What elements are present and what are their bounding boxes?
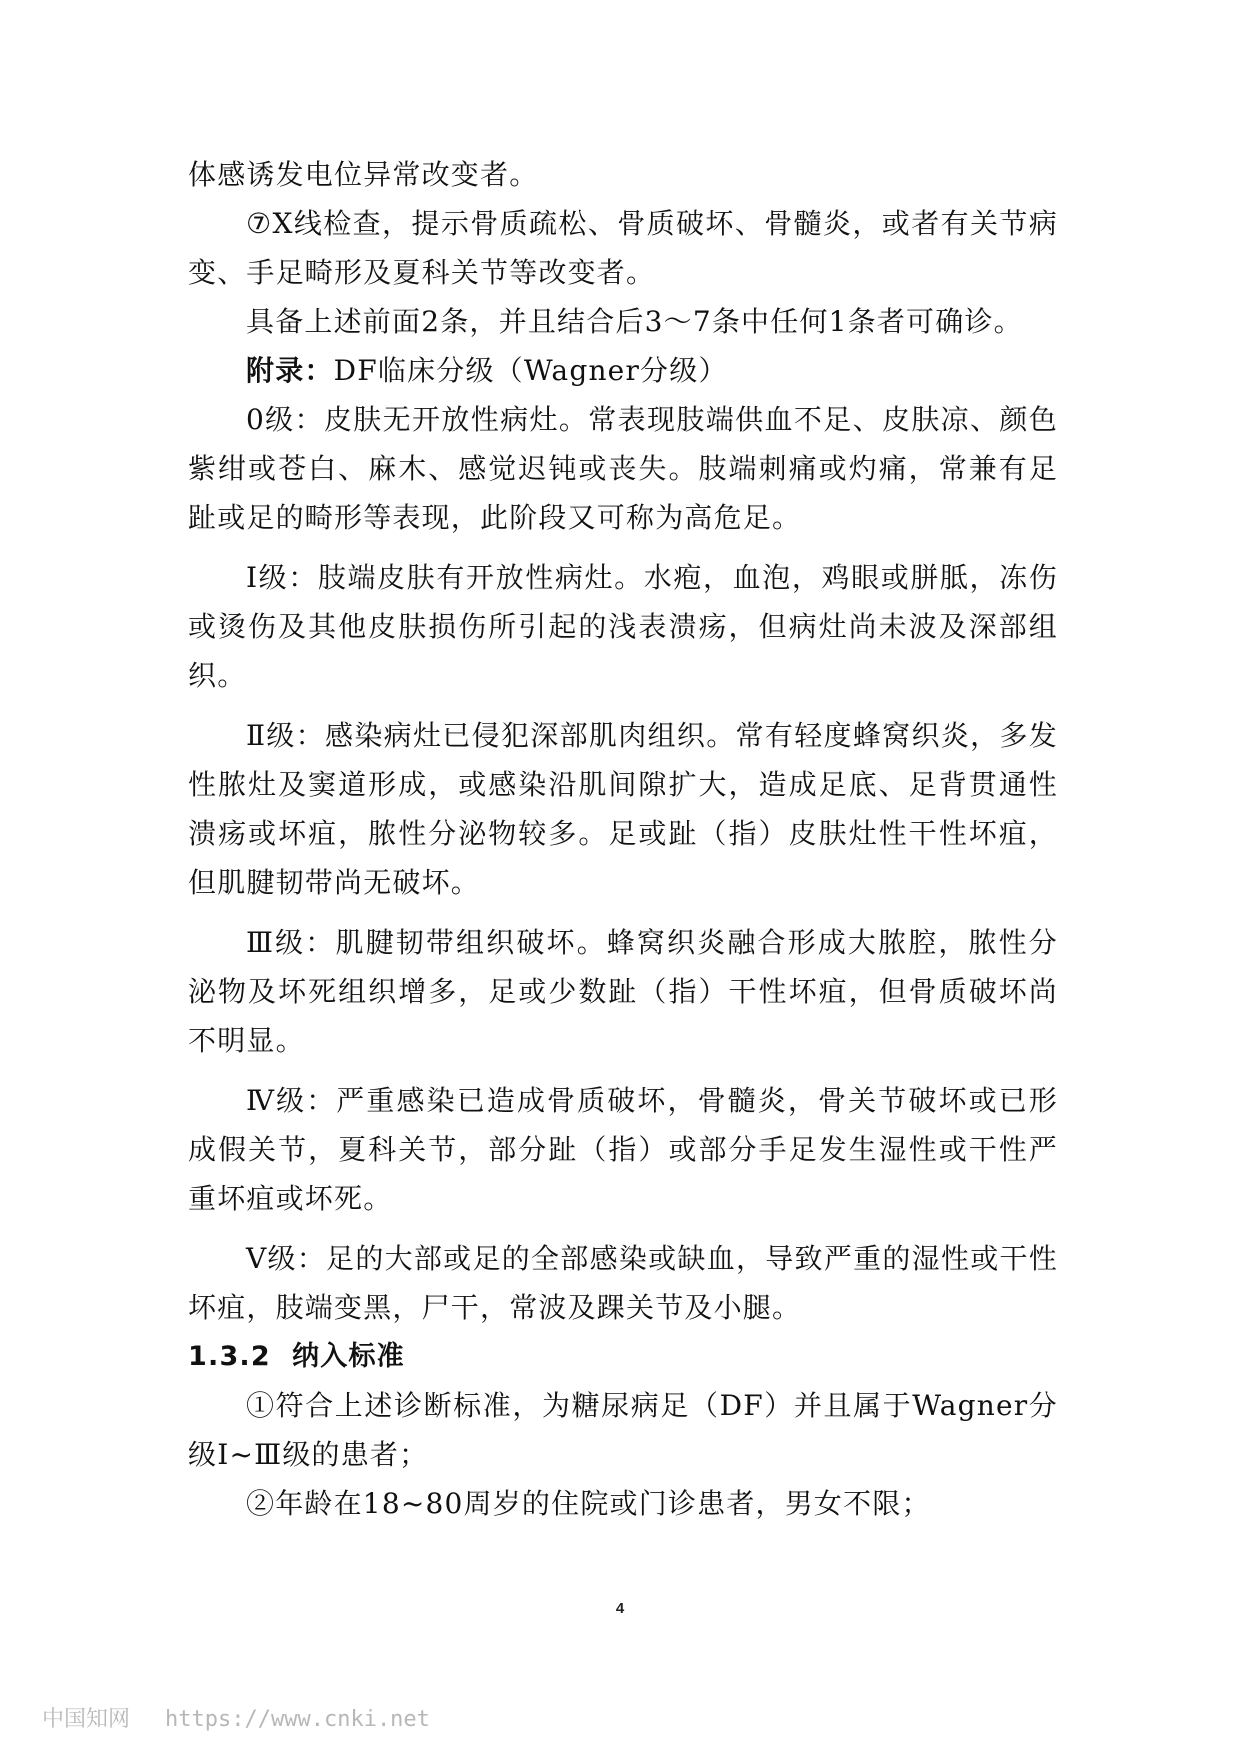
cnki-watermark — [42, 1702, 430, 1733]
section-number: 1.3.2 — [188, 1341, 271, 1372]
inclusion-criterion-1: ①符合上述诊断标准，为糖尿病足（DF）并且属于Wagner分级I~Ⅲ级的患者； — [188, 1389, 1058, 1471]
page-number: 4 — [615, 1600, 625, 1617]
paragraph-grade-0: 0级：皮肤无开放性病灶。常表现肢端供血不足、皮肤凉、颜色紫绀或苍白、麻木、感觉迟钝或丧失。肢端刺痛或灼痛，常兼有足趾或足的畸形等表现，此阶段又可称为高危足。 — [188, 403, 1058, 534]
document-body — [188, 150, 1058, 1528]
inclusion-criterion-2: ②年龄在18~80周岁的住院或门诊患者，男女不限； — [246, 1487, 931, 1520]
paragraph-grade-3: Ⅲ级：肌腱韧带组织破坏。蜂窝织炎融合形成大脓腔，脓性分泌物及坏死组织增多，足或少数趾（指）干性坏疽，但骨质破坏尚不明显。 — [188, 926, 1058, 1057]
paragraph-grade-2: Ⅱ级：感染病灶已侵犯深部肌肉组织。常有轻度蜂窝织炎，多发性脓灶及窦道形成，或感染沿肌间隙扩大，造成足底、足背贯通性溃疡或坏疽，脓性分泌物较多。足或趾（指）皮肤灶性干性坏疽，但肌腱韧带尚无破坏。 — [188, 719, 1058, 899]
watermark-url: https://www.cnki.net — [165, 1707, 430, 1732]
appendix-title: DF临床分级（Wagner分级） — [333, 354, 728, 387]
section-title: 纳入标准 — [292, 1341, 405, 1372]
paragraph-grade-1: I级：肢端皮肤有开放性病灶。水疱，血泡，鸡眼或胼胝，冻伤或烫伤及其他皮肤损伤所引起的浅表溃疡，但病灶尚未波及深部组织。 — [188, 561, 1058, 692]
paragraph-grade-4: Ⅳ级：严重感染已造成骨质破坏，骨髓炎，骨关节破坏或已形成假关节，夏科关节，部分趾（指）或部分手足发生湿性或干性严重坏疽或坏死。 — [188, 1084, 1058, 1215]
appendix-heading — [188, 346, 1058, 395]
paragraph-grade-5: Ⅴ级：足的大部或足的全部感染或缺血，导致严重的湿性或干性坏疽，肢端变黑，尸干，常波及踝关节及小腿。 — [188, 1242, 1058, 1324]
appendix-lead: 附录： — [246, 354, 334, 387]
paragraph-criterion-7: ⑦X线检查，提示骨质疏松、骨质破坏、骨髓炎，或者有关节病变、手足畸形及夏科关节等改变者。 — [188, 207, 1058, 289]
section-heading — [188, 1332, 1058, 1381]
watermark-site-name: 中国知网 — [42, 1707, 131, 1732]
paragraph-diagnosis-rule: 具备上述前面2条，并且结合后3～7条中任何1条者可确诊。 — [246, 305, 1023, 338]
paragraph-continuation: 体感诱发电位异常改变者。 — [188, 158, 539, 191]
